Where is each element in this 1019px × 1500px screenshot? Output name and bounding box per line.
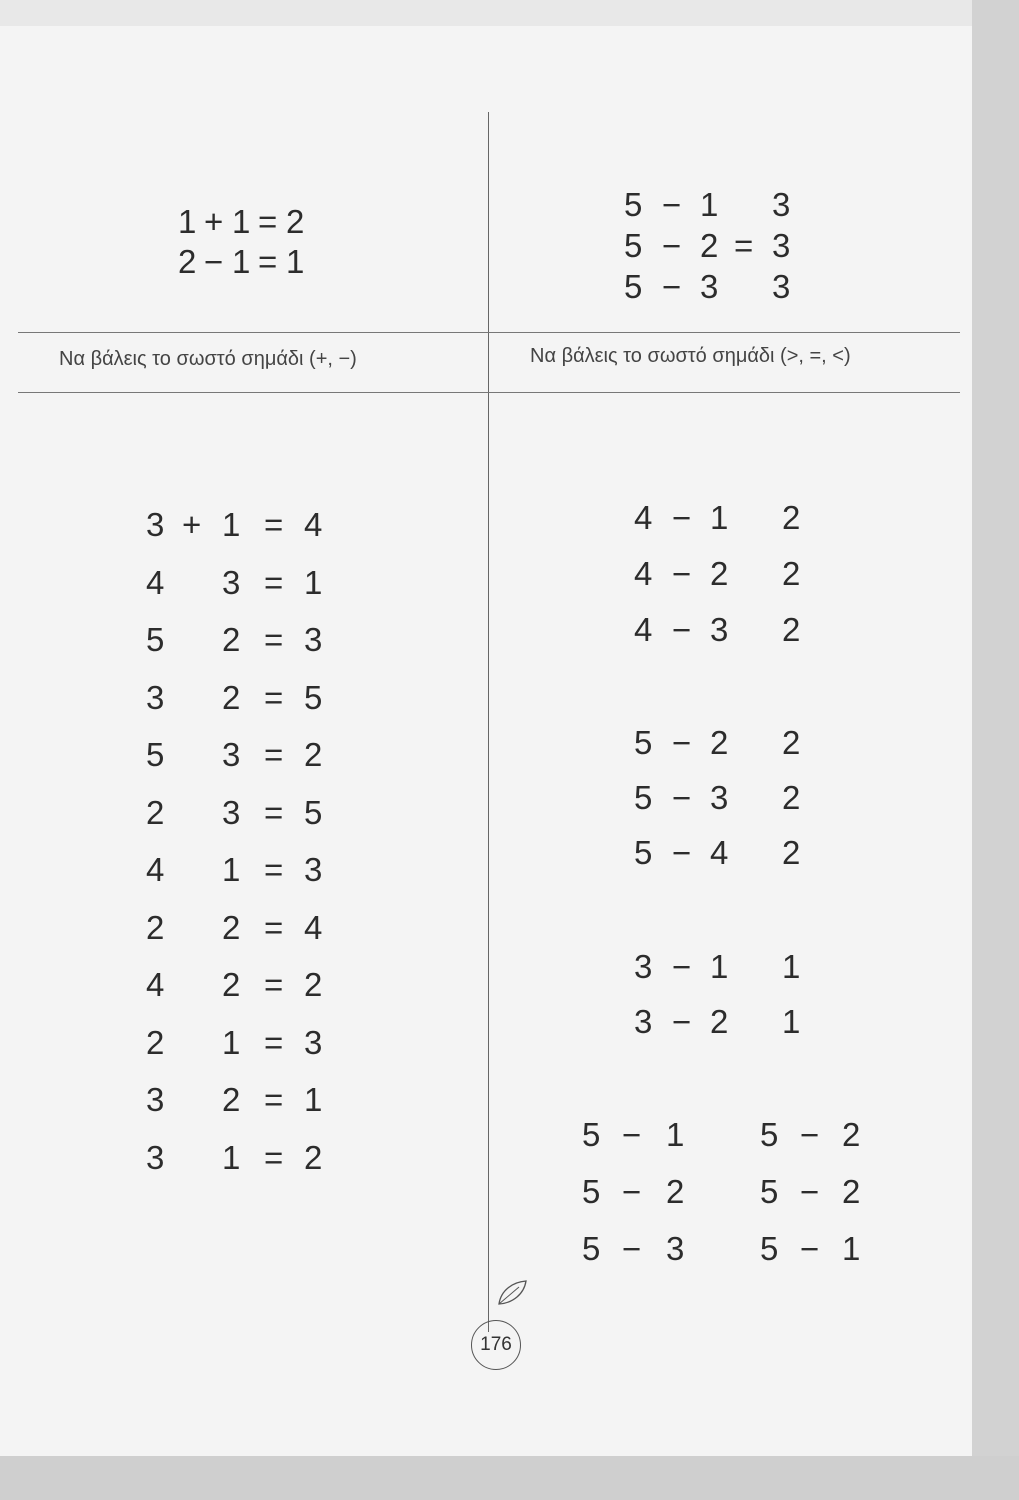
equation-token: =	[264, 621, 284, 658]
equation-token: 2	[782, 611, 801, 648]
equation-token: 1	[782, 948, 801, 985]
equation-token: 1	[222, 851, 241, 888]
equation-token: 4	[146, 563, 165, 601]
equation-token: 2	[146, 908, 165, 946]
equation-token: 5	[304, 793, 323, 831]
equation-token: 3	[710, 779, 729, 816]
equation-token: 1	[304, 1081, 323, 1118]
equation-token: 4	[710, 834, 729, 871]
equation-token: −	[672, 499, 692, 536]
equation-token: 2	[222, 966, 241, 1003]
equation-token: 1	[710, 499, 729, 536]
instruction-right: Να βάλεις το σωστό σημάδι (>, =, <)	[530, 345, 851, 367]
equation-token: 1	[178, 203, 197, 240]
equation-token: 1	[700, 186, 719, 223]
equation-token: −	[672, 724, 692, 761]
equation-token: 5	[304, 678, 323, 716]
equation-token: =	[258, 203, 278, 240]
equation-token: −	[800, 1116, 820, 1153]
equation-token: 3	[304, 1023, 323, 1061]
equation-token: 2	[782, 724, 801, 761]
equation-token: 4	[146, 851, 165, 888]
equation-token: 5	[634, 724, 653, 761]
equation-token: −	[204, 243, 224, 280]
equation-token: 3	[700, 268, 719, 305]
equation-token: 1	[222, 1023, 241, 1061]
equation-token: 3	[666, 1230, 685, 1267]
equation-token: 3	[710, 611, 729, 648]
equation-token: 5	[582, 1230, 601, 1267]
equation-token: −	[662, 186, 682, 223]
equation-token: 3	[634, 1003, 653, 1040]
equation-token: −	[622, 1116, 642, 1153]
equation-token: −	[800, 1230, 820, 1267]
equation-token: 2	[700, 227, 719, 264]
equation-token: 1	[666, 1116, 685, 1153]
equation-token: 5	[146, 621, 165, 658]
equation-token: 1	[232, 243, 251, 280]
equation-token: 5	[624, 227, 643, 264]
equation-token: 2	[842, 1173, 861, 1210]
equation-token: =	[264, 1138, 284, 1176]
equation-token: 4	[304, 908, 323, 946]
equation-token: =	[264, 851, 284, 888]
equation-token: −	[672, 834, 692, 871]
equation-token: 2	[782, 555, 801, 592]
equation-token: 1	[222, 506, 241, 543]
equation-token: 2	[286, 203, 305, 240]
equation-token: −	[672, 555, 692, 592]
equation-token: 5	[582, 1116, 601, 1153]
equation-token: 2	[304, 966, 323, 1003]
equation-token: 2	[666, 1173, 685, 1210]
equation-token: 2	[222, 621, 241, 658]
equation-token: 3	[146, 506, 165, 543]
equation-token: 1	[842, 1230, 861, 1267]
center-divider-line	[488, 112, 489, 1332]
equation-token: 4	[146, 966, 165, 1003]
equation-token: 2	[222, 678, 241, 716]
header-top-line	[18, 332, 960, 333]
equation-token: 3	[772, 268, 791, 305]
header-bottom-line	[18, 392, 960, 393]
equation-token: −	[672, 948, 692, 985]
equation-token: 4	[304, 506, 323, 543]
equation-token: =	[734, 227, 754, 264]
equation-token: 3	[222, 793, 241, 831]
equation-token: 3	[146, 678, 165, 716]
equation-token: 1	[232, 203, 251, 240]
equation-token: 2	[842, 1116, 861, 1153]
equation-token: =	[264, 1023, 284, 1061]
equation-token: 3	[304, 621, 323, 658]
equation-token: 5	[760, 1173, 779, 1210]
equation-token: −	[662, 227, 682, 264]
equation-token: 5	[634, 779, 653, 816]
equation-token: =	[264, 506, 284, 543]
equation-token: −	[622, 1230, 642, 1267]
equation-token: 3	[634, 948, 653, 985]
equation-token: 5	[760, 1116, 779, 1153]
equation-token: 4	[634, 555, 653, 592]
equation-token: 3	[222, 736, 241, 773]
equation-token: 2	[178, 243, 197, 280]
equation-token: 2	[146, 793, 165, 831]
equation-token: 1	[782, 1003, 801, 1040]
equation-token: 5	[634, 834, 653, 871]
equation-token: 2	[304, 1138, 323, 1176]
equation-token: =	[258, 243, 278, 280]
equation-token: 5	[624, 186, 643, 223]
equation-token: 2	[222, 908, 241, 946]
equation-token: =	[264, 1081, 284, 1118]
equation-token: =	[264, 678, 284, 716]
instruction-left: Να βάλεις το σωστό σημάδι (+, −)	[59, 348, 357, 370]
equation-token: 5	[760, 1230, 779, 1267]
equation-token: 2	[710, 1003, 729, 1040]
equation-token: −	[672, 1003, 692, 1040]
equation-token: 4	[634, 611, 653, 648]
equation-token: 5	[582, 1173, 601, 1210]
equation-token: 3	[146, 1138, 165, 1176]
equation-token: 2	[146, 1023, 165, 1061]
equation-token: 3	[146, 1081, 165, 1118]
equation-token: =	[264, 736, 284, 773]
equation-token: −	[672, 779, 692, 816]
equation-token: 2	[304, 736, 323, 773]
equation-token: 5	[146, 736, 165, 773]
equation-token: 1	[710, 948, 729, 985]
scan-right-margin	[972, 0, 1019, 1500]
equation-token: 5	[624, 268, 643, 305]
equation-token: −	[622, 1173, 642, 1210]
equation-token: 1	[222, 1138, 241, 1176]
equation-token: =	[264, 793, 284, 831]
equation-token: 4	[634, 499, 653, 536]
equation-token: 3	[304, 851, 323, 888]
equation-token: 2	[782, 499, 801, 536]
equation-token: 3	[772, 227, 791, 264]
equation-token: −	[672, 611, 692, 648]
equation-token: +	[204, 203, 224, 240]
equation-token: 1	[286, 243, 305, 280]
equation-token: −	[662, 268, 682, 305]
equation-token: 2	[782, 779, 801, 816]
equation-token: 2	[782, 834, 801, 871]
leaf-icon	[495, 1278, 529, 1308]
equation-token: 2	[710, 724, 729, 761]
equation-token: =	[264, 908, 284, 946]
page-number: 176	[471, 1320, 521, 1370]
equation-token: =	[264, 563, 284, 601]
equation-token: 2	[710, 555, 729, 592]
equation-token: 2	[222, 1081, 241, 1118]
equation-token: 1	[304, 563, 323, 601]
equation-token: =	[264, 966, 284, 1003]
equation-token: 3	[772, 186, 791, 223]
equation-token: −	[800, 1173, 820, 1210]
scan-top-margin	[0, 0, 1019, 26]
scan-bottom-margin	[0, 1456, 1019, 1500]
equation-token: 3	[222, 563, 241, 601]
equation-token: +	[182, 506, 202, 543]
